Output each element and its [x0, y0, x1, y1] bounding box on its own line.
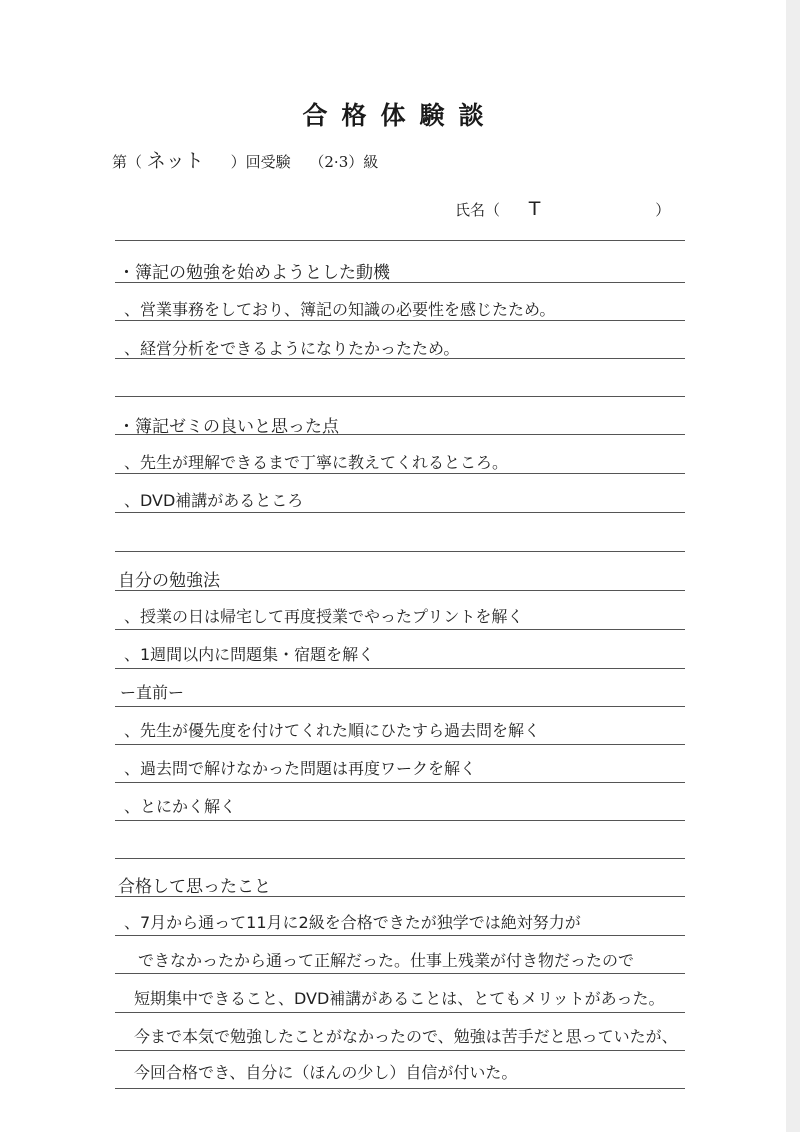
page-title: 合格体験談	[302, 101, 498, 130]
list-item: 、DVD補講があるところ	[124, 491, 304, 510]
ruled-line	[115, 744, 685, 745]
session-suffix: ）回受験	[230, 153, 291, 171]
ruled-line	[115, 320, 685, 321]
ruled-line	[115, 858, 685, 859]
ruled-line	[115, 396, 685, 397]
section-heading-motivation: ・簿記の勉強を始めようとした動機	[118, 263, 390, 283]
name-label: 氏名（	[455, 201, 501, 219]
list-item: 、営業事務をしており、簿記の知識の必要性を感じたため。	[124, 300, 556, 319]
list-item: 、とにかく解く	[124, 797, 237, 816]
paragraph-line: 今まで本気で勉強したことがなかったので、勉強は苦手だと思っていたが、	[134, 1027, 678, 1046]
subheading-just-before: ー直前ー	[120, 683, 185, 702]
grade-value: （2·3）級	[309, 153, 379, 171]
paragraph-line: 、7月から通って11月に2級を合格できたが独学では絶対努力が	[124, 913, 581, 932]
ruled-line	[115, 1012, 685, 1013]
paragraph-line: できなかったから通って正解だった。仕事上残業が付き物だったので	[138, 951, 635, 970]
session-prefix: 第（	[112, 153, 143, 171]
ruled-line	[115, 935, 685, 936]
name-line	[455, 198, 670, 220]
section-heading-after-passing: 合格して思ったこと	[118, 877, 271, 897]
name-close: ）	[655, 201, 671, 219]
session-value: ネット	[146, 150, 204, 172]
list-item: 、1週間以内に問題集・宿題を解く	[124, 645, 375, 664]
name-value: T	[528, 198, 541, 220]
scan-edge	[786, 0, 800, 1132]
ruled-line	[115, 668, 685, 669]
list-item: 、授業の日は帰宅して再度授業でやったプリントを解く	[124, 607, 524, 626]
ruled-line	[115, 512, 685, 513]
list-item: 、過去問で解けなかった問題は再度ワークを解く	[124, 759, 477, 778]
ruled-line	[115, 706, 685, 707]
ruled-line	[115, 629, 685, 630]
list-item: 、先生が理解できるまで丁寧に教えてくれるところ。	[124, 453, 509, 472]
exam-session-line	[112, 146, 378, 173]
paragraph-line: 今回合格でき、自分に（ほんの少し）自信が付いた。	[134, 1063, 518, 1082]
ruled-line	[115, 240, 685, 241]
ruled-line	[115, 1088, 685, 1089]
ruled-line	[115, 973, 685, 974]
ruled-line	[115, 473, 685, 474]
ruled-line	[115, 551, 685, 552]
list-item: 、先生が優先度を付けてくれた順にひたすら過去問を解く	[124, 721, 541, 740]
ruled-line	[115, 782, 685, 783]
list-item: 、経営分析をできるようになりたかったため。	[124, 339, 460, 358]
section-heading-study-method: 自分の勉強法	[118, 571, 220, 591]
ruled-line	[115, 820, 685, 821]
section-heading-good-points: ・簿記ゼミの良いと思った点	[118, 417, 339, 437]
paragraph-line: 短期集中できること、DVD補講があることは、とてもメリットがあった。	[134, 989, 665, 1008]
ruled-line	[115, 1050, 685, 1051]
